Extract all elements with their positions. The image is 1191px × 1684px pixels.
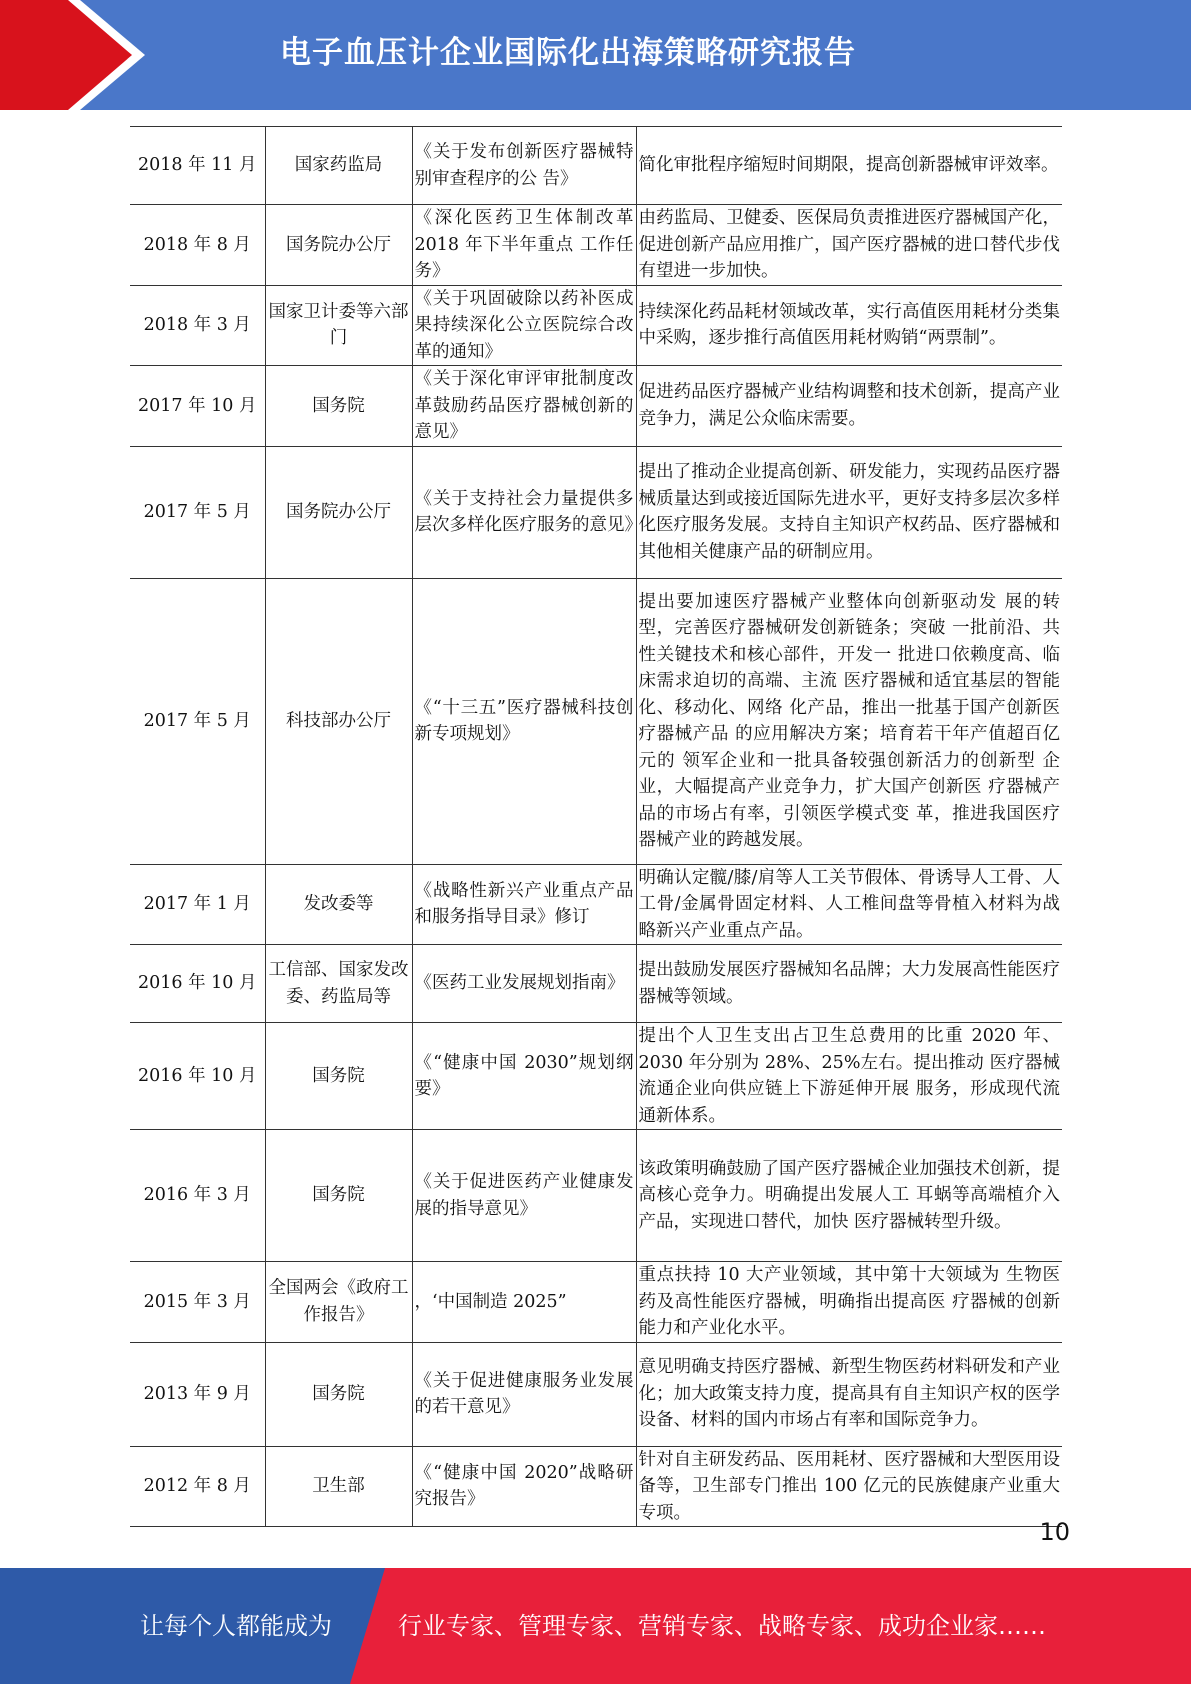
- department-cell: 发改委等: [265, 864, 412, 945]
- document-cell: 《关于发布创新医疗器械特别审查程序的公 告》: [412, 127, 636, 205]
- content-cell: 明确认定髋/膝/肩等人工关节假体、骨诱导人工骨、人工骨/金属骨固定材料、人工椎间盘等骨植入材料为战略新兴产业重点产品。: [636, 864, 1062, 945]
- content-cell: 持续深化药品耗材领域改革，实行高值医用耗材分类集中采购，逐步推行高值医用耗材购销“两票制”。: [636, 285, 1062, 366]
- document-cell: 《医药工业发展规划指南》: [412, 945, 636, 1023]
- table-row: [130, 1446, 1062, 1527]
- table-row: [130, 1342, 1062, 1446]
- content-cell: 提出了推动企业提高创新、研发能力，实现药品医疗器械质量达到或接近国际先进水平，更好支持多层次多样化医疗服务发展。支持自主知识产权药品、医疗器械和其他相关健康产品的研制应用。: [636, 446, 1062, 578]
- document-cell: 《“十三五”医疗器械科技创新专项规划》: [412, 578, 636, 864]
- table-row: [130, 127, 1062, 205]
- department-cell: 国家卫计委等六部门: [265, 285, 412, 366]
- table-row: [130, 945, 1062, 1023]
- policy-table-body: [130, 127, 1062, 1527]
- page-header: [0, 0, 1191, 110]
- department-cell: 国务院办公厅: [265, 205, 412, 286]
- table-row: [130, 1130, 1062, 1262]
- department-cell: 科技部办公厅: [265, 578, 412, 864]
- document-cell: 《关于支持社会力量提供多层次多样化医疗服务的意见》: [412, 446, 636, 578]
- document-cell: 《“健康中国 2030”规划纲要》: [412, 1023, 636, 1130]
- document-cell: 《关于促进健康服务业发展的若干意见》: [412, 1342, 636, 1446]
- document-cell: 《关于深化审评审批制度改革鼓励药品医疗器械创新的意见》: [412, 366, 636, 447]
- document-cell: 《深化医药卫生体制改革 2018 年下半年重点 工作任务》: [412, 205, 636, 286]
- policy-date-cell: 2017 年 10 月: [130, 366, 265, 447]
- table-row: [130, 285, 1062, 366]
- policy-date-cell: 2017 年 1 月: [130, 864, 265, 945]
- page-footer: [0, 1568, 1191, 1684]
- policy-date-cell: 2013 年 9 月: [130, 1342, 265, 1446]
- policy-date-cell: 2018 年 8 月: [130, 205, 265, 286]
- document-cell: 《关于促进医药产业健康发展的指导意见》: [412, 1130, 636, 1262]
- table-row: [130, 446, 1062, 578]
- policy-date-cell: 2012 年 8 月: [130, 1446, 265, 1527]
- content-cell: 促进药品医疗器械产业结构调整和技术创新，提高产业竞争力，满足公众临床需要。: [636, 366, 1062, 447]
- document-cell: 《战略性新兴产业重点产品和服务指导目录》修订: [412, 864, 636, 945]
- table-row: [130, 578, 1062, 864]
- content-cell: 提出鼓励发展医疗器械知名品牌；大力发展高性能医疗器械等领域。: [636, 945, 1062, 1023]
- policy-date-cell: 2016 年 10 月: [130, 1023, 265, 1130]
- policy-date-cell: 2018 年 3 月: [130, 285, 265, 366]
- document-cell: 《“健康中国 2020”战略研究报告》: [412, 1446, 636, 1527]
- department-cell: 国务院: [265, 1342, 412, 1446]
- document-cell: ，‘中国制造 2025”: [412, 1262, 636, 1343]
- content-cell: 提出要加速医疗器械产业整体向创新驱动发 展的转型，完善医疗器械研发创新链条；突破 一批前沿、共性关键技术和核心部件，开发一 批进口依赖度高、临床需求迫切的高端、主流 医疗器械和适宜基层的智能化、移动化、网络 化产品，推出一批基于国产创新医疗器械产品 的应用解决方案；培育若干年产值超百亿元的 领军企业和一批具备较强创新活力的创新型 企业，大幅提高产业竞争力，扩大国产创新医 疗器械产品的市场占有率，引领医学模式变 革，推进我国医疗器械产业的跨越发展。: [636, 578, 1062, 864]
- policy-date-cell: 2016 年 3 月: [130, 1130, 265, 1262]
- policy-date-cell: 2017 年 5 月: [130, 446, 265, 578]
- policy-date-cell: 2018 年 11 月: [130, 127, 265, 205]
- page-number: 10: [1039, 1518, 1070, 1546]
- report-title: 电子血压计企业国际化出海策略研究报告: [280, 35, 856, 71]
- table-row: [130, 864, 1062, 945]
- table-row: [130, 366, 1062, 447]
- policy-table-container: [130, 126, 1062, 1527]
- department-cell: 国务院: [265, 1023, 412, 1130]
- department-cell: 国务院: [265, 366, 412, 447]
- content-cell: 简化审批程序缩短时间期限，提高创新器械审评效率。: [636, 127, 1062, 205]
- table-row: [130, 205, 1062, 286]
- footer-slogan-left: 让每个人都能成为: [140, 1612, 332, 1640]
- policy-date-cell: 2015 年 3 月: [130, 1262, 265, 1343]
- table-row: [130, 1262, 1062, 1343]
- department-cell: 国务院办公厅: [265, 446, 412, 578]
- department-cell: 工信部、国家发改委、药监局等: [265, 945, 412, 1023]
- department-cell: 国务院: [265, 1130, 412, 1262]
- policy-date-cell: 2016 年 10 月: [130, 945, 265, 1023]
- department-cell: 全国两会《政府工作报告》: [265, 1262, 412, 1343]
- content-cell: 提出个人卫生支出占卫生总费用的比重 2020 年、2030 年分别为 28%、25%左右。提出推动 医疗器械流通企业向供应链上下游延伸开展 服务，形成现代流通新体系。: [636, 1023, 1062, 1130]
- department-cell: 国家药监局: [265, 127, 412, 205]
- document-cell: 《关于巩固破除以药补医成果持续深化公立医院综合改革的通知》: [412, 285, 636, 366]
- footer-slogan-right: 行业专家、管理专家、营销专家、战略专家、成功企业家……: [398, 1612, 1046, 1640]
- content-cell: 重点扶持 10 大产业领域，其中第十大领域为 生物医药及高性能医疗器械，明确指出提高医 疗器械的创新能力和产业化水平。: [636, 1262, 1062, 1343]
- content-cell: 意见明确支持医疗器械、新型生物医药材料研发和产业化；加大政策支持力度，提高具有自主知识产权的医学设备、材料的国内市场占有率和国际竞争力。: [636, 1342, 1062, 1446]
- table-row: [130, 1023, 1062, 1130]
- department-cell: 卫生部: [265, 1446, 412, 1527]
- policy-date-cell: 2017 年 5 月: [130, 578, 265, 864]
- content-cell: 由药监局、卫健委、医保局负责推进医疗器械国产化，促进创新产品应用推广，国产医疗器械的进口替代步伐有望进一步加快。: [636, 205, 1062, 286]
- content-cell: 针对自主研发药品、医用耗材、医疗器械和大型医用设备等，卫生部专门推出 100 亿元的民族健康产业重大专项。: [636, 1446, 1062, 1527]
- content-cell: 该政策明确鼓励了国产医疗器械企业加强技术创新，提高核心竞争力。明确提出发展人工 耳蜗等高端植介入产品，实现进口替代，加快 医疗器械转型升级。: [636, 1130, 1062, 1262]
- policy-table: [130, 126, 1062, 1527]
